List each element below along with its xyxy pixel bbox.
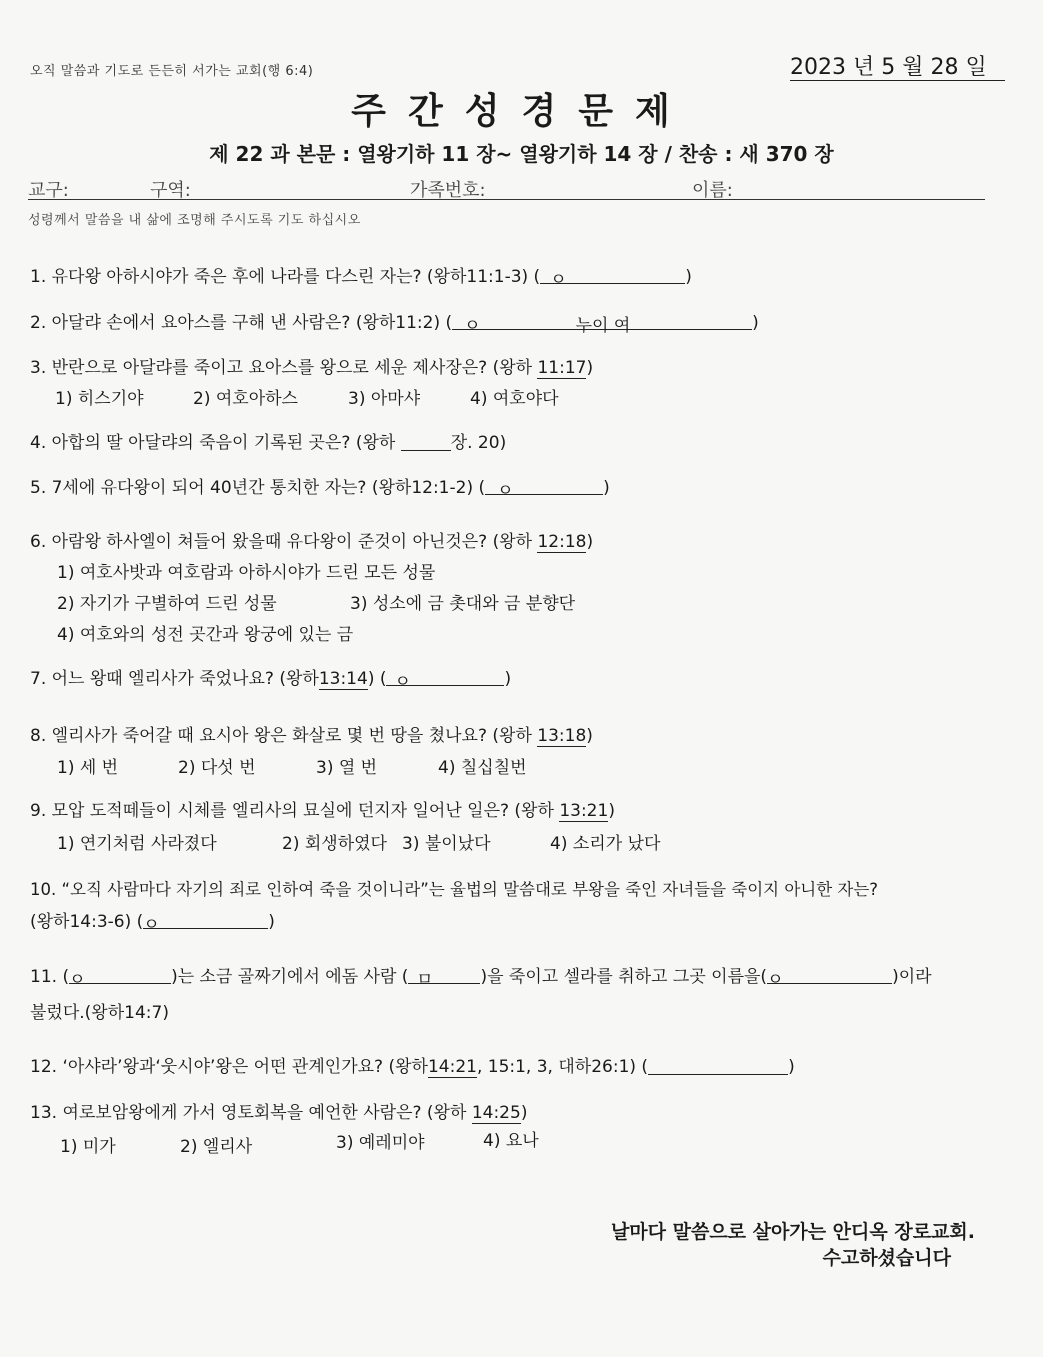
q8-option-2[interactable]: 2) 다섯 번 <box>178 758 256 778</box>
q8-option-3[interactable]: 3) 열 번 <box>316 758 378 778</box>
question-8: 8. 엘리사가 죽어갈 때 요시아 왕은 화살로 몇 번 땅을 쳤나요? (왕하 13:18) <box>30 726 593 746</box>
answer-blank[interactable]: ㅇ 누이 여 <box>452 311 752 330</box>
closing-church: 날마다 말씀으로 살아가는 안디옥 장로교회. <box>610 1221 975 1243</box>
question-5: 5. 7세에 유다왕이 되어 40년간 통치한 자는? (왕하12:1-2) ( ㅇ ) <box>30 478 610 501</box>
question-13: 13. 여로보암왕에게 가서 영토회복을 예언한 사람은? (왕하 14:25) <box>30 1103 528 1123</box>
q13-option-3[interactable]: 3) 예레미야 <box>336 1133 425 1153</box>
q9-option-2[interactable]: 2) 회생하였다 <box>282 834 387 854</box>
answer-blank[interactable] <box>401 432 451 451</box>
q3-option-1[interactable]: 1) 히스기야 <box>55 389 144 409</box>
q6-option-1[interactable]: 1) 여호사밧과 여호람과 아하시야가 드린 모든 성물 <box>57 563 436 583</box>
answer-blank[interactable]: ㅇ <box>386 667 504 686</box>
question-9: 9. 모압 도적떼들이 시체를 엘리사의 묘실에 던지자 일어난 일은? (왕하 13:21) <box>30 801 615 821</box>
zone-label: 구역: <box>150 180 191 201</box>
question-3: 3. 반란으로 아달랴를 죽이고 요아스를 왕으로 세운 제사장은? (왕하 11:17) <box>30 358 594 378</box>
q6-option-2[interactable]: 2) 자기가 구별하여 드린 성물 <box>57 594 277 614</box>
question-10-ref: (왕하14:3-6) (ㅇ ) <box>30 912 275 935</box>
q6-option-4[interactable]: 4) 여호와의 성전 곳간과 왕궁에 있는 금 <box>57 625 354 645</box>
date-underline <box>790 80 1005 81</box>
q3-option-3[interactable]: 3) 아마샤 <box>348 389 421 409</box>
answer-blank[interactable]: ㅁ <box>408 965 480 984</box>
q3-option-2[interactable]: 2) 여호아하스 <box>193 389 298 409</box>
question-7: 7. 어느 왕때 엘리사가 죽었나요? (왕하13:14) ( ㅇ ) <box>30 669 512 692</box>
family-number-label: 가족번호: <box>410 180 486 201</box>
info-underline <box>28 199 985 200</box>
question-1: 1. 유다왕 아하시야가 죽은 후에 나라를 다스린 자는? (왕하11:1-3) ( ㅇ ) <box>30 267 692 290</box>
date: 2023 년 5 월 28 일 <box>790 55 987 80</box>
church-motto: 오직 말씀과 기도로 든든히 서가는 교회(행 6:4) <box>30 64 314 79</box>
question-11: 11. (ㅇ )는 소금 골짜기에서 에돔 사람 ( ㅁ )을 죽이고 셀라를 취하고 그곳 이름을(ㅇ )이라 <box>30 967 932 990</box>
question-4: 4. 아합의 딸 아달랴의 죽음이 기록된 곳은? (왕하 장. 20) <box>30 433 507 453</box>
answer-blank[interactable]: ㅇ <box>767 965 892 984</box>
question-12: 12. ‘아샤라’왕과‘웃시야’왕은 어떤 관계인가요? (왕하14:21, 15:1, 3, 대하26:1) ( ) <box>30 1057 795 1077</box>
page-title: 주간성경문제 <box>351 91 692 132</box>
q13-option-4[interactable]: 4) 요나 <box>483 1131 539 1151</box>
answer-blank[interactable] <box>648 1056 788 1075</box>
question-2: 2. 아달랴 손에서 요아스를 구해 낸 사람은? (왕하11:2) ( ㅇ 누이 여 ) <box>30 313 759 336</box>
q8-option-4[interactable]: 4) 칠십칠번 <box>438 758 527 778</box>
question-6: 6. 아람왕 하사엘이 쳐들어 왔을때 유다왕이 준것이 아닌것은? (왕하 12:18) <box>30 532 594 552</box>
q3-option-4[interactable]: 4) 여호야다 <box>470 389 559 409</box>
q9-option-3[interactable]: 3) 불이났다 <box>402 834 491 854</box>
closing-thanks: 수고하셨습니다 <box>822 1247 951 1269</box>
question-11-ref: 불렀다.(왕하14:7) <box>30 1003 169 1023</box>
q9-option-4[interactable]: 4) 소리가 났다 <box>550 834 661 854</box>
q13-option-2[interactable]: 2) 엘리사 <box>180 1137 253 1157</box>
q13-option-1[interactable]: 1) 미가 <box>60 1137 116 1157</box>
answer-blank[interactable]: ㅇ <box>540 265 685 284</box>
answer-blank[interactable]: ㅇ <box>69 965 171 984</box>
lesson-subtitle: 제 22 과 본문 : 열왕기하 11 장~ 열왕기하 14 장 / 찬송 : 새 370 장 <box>209 142 834 166</box>
answer-blank[interactable]: ㅇ <box>143 910 268 929</box>
prayer-note: 성령께서 말씀을 내 삶에 조명해 주시도록 기도 하십시오 <box>28 213 361 228</box>
name-label: 이름: <box>692 180 733 201</box>
q9-option-1[interactable]: 1) 연기처럼 사라졌다 <box>57 834 217 854</box>
answer-blank[interactable]: ㅇ <box>485 476 603 495</box>
district-label: 교구: <box>28 180 69 201</box>
question-10: 10. “오직 사람마다 자기의 죄로 인하여 죽을 것이니라”는 율법의 말씀대로 부왕을 죽인 자녀들을 죽이지 아니한 자는? <box>30 880 879 899</box>
q8-option-1[interactable]: 1) 세 번 <box>57 758 119 778</box>
q6-option-3[interactable]: 3) 성소에 금 촛대와 금 분향단 <box>350 594 576 614</box>
